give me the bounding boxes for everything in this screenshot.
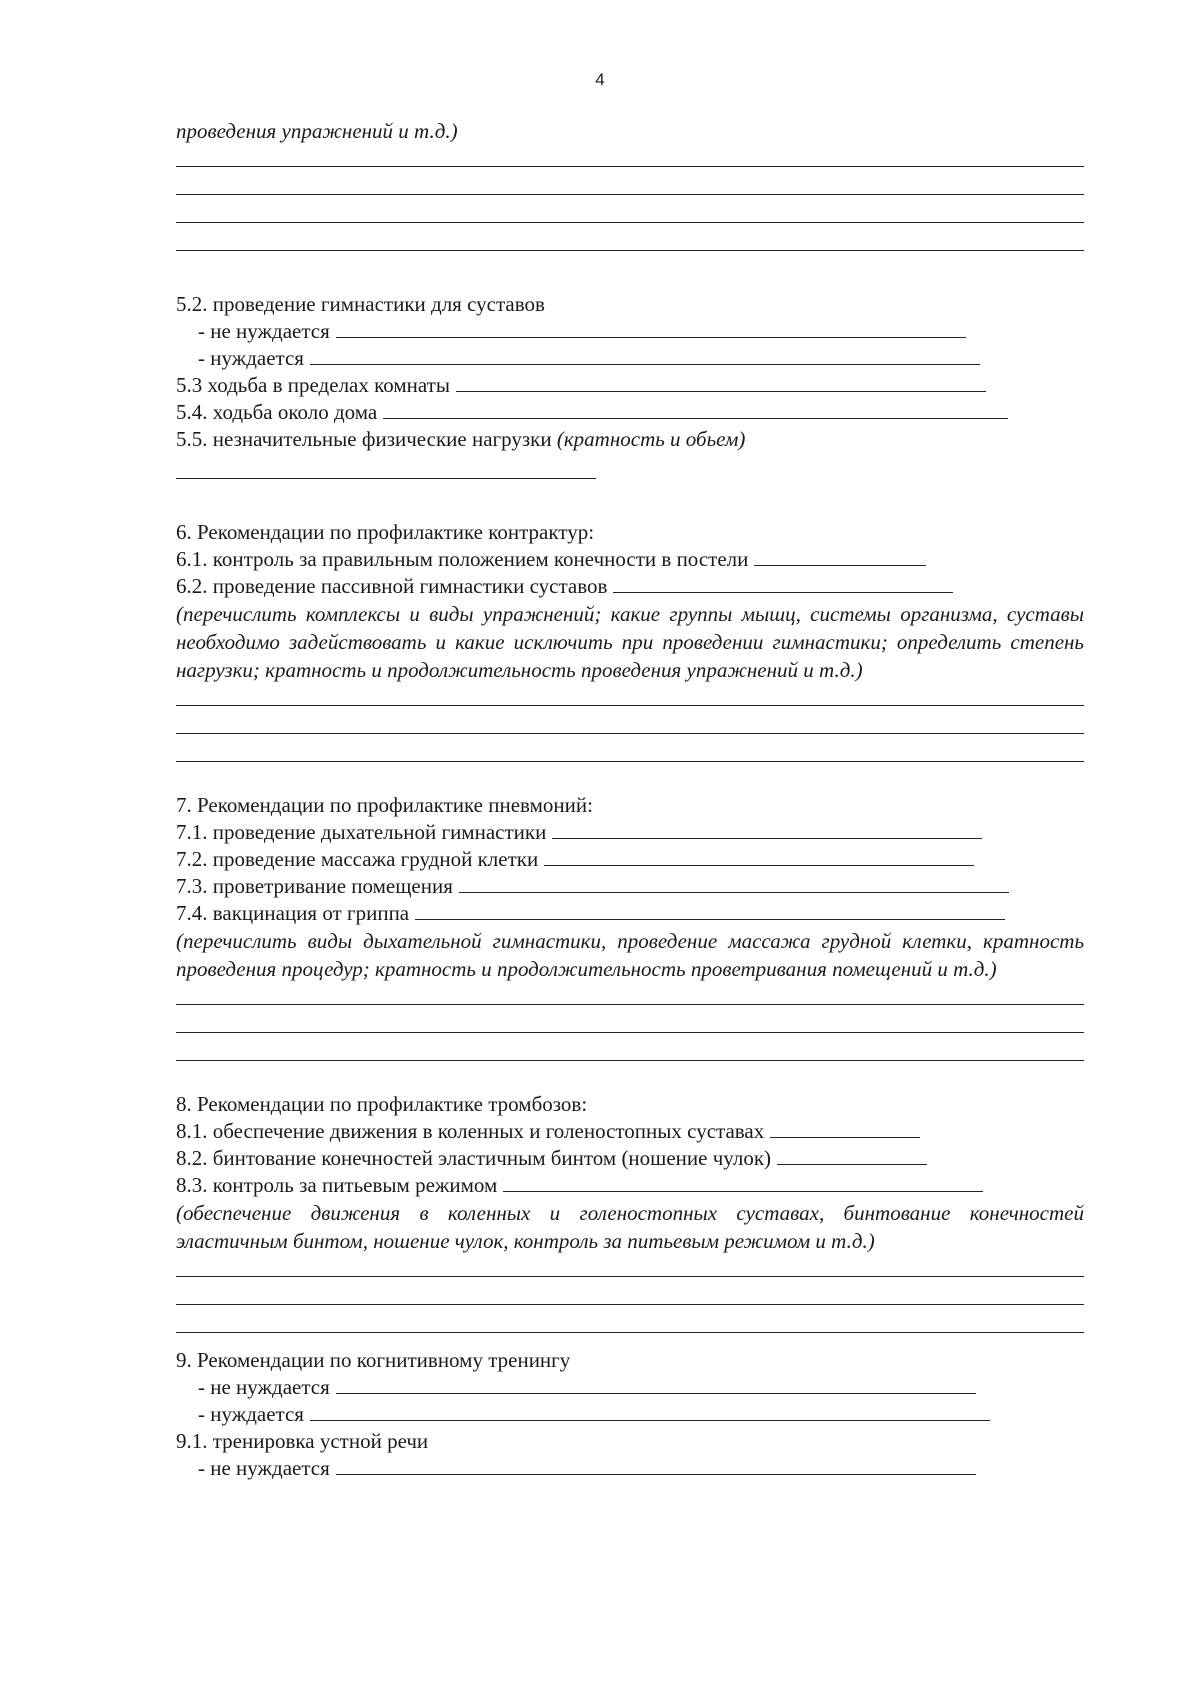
item-9-needed: - нуждается (176, 1401, 1084, 1428)
item-7-2: 7.2. проведение массажа грудной клетки (176, 846, 1084, 873)
section-9-title: 9. Рекомендации по когнитивному тренингу (176, 1348, 571, 1372)
answer-field[interactable] (544, 847, 974, 866)
section-8-note: (обеспечение движения в коленных и голеностопных суставах, бинтование конечностей эластичным бинтом, ношение чулок, контроль за питьевым режимом и т.д.) (176, 1201, 1084, 1253)
answer-field[interactable] (336, 1456, 976, 1475)
answer-field[interactable] (383, 400, 1008, 419)
answer-line[interactable] (176, 193, 1084, 195)
answer-field[interactable] (336, 1375, 976, 1394)
intro-text: проведения упражнений и т.д.) (176, 119, 458, 143)
item-5-2-needed: - нуждается (176, 345, 1084, 372)
answer-field[interactable] (456, 373, 986, 392)
answer-field[interactable] (310, 1402, 990, 1421)
form-content (176, 118, 1084, 1482)
answer-line[interactable] (176, 704, 1084, 706)
section-8-title: 8. Рекомендации по профилактике тромбозов: (176, 1092, 588, 1116)
item-8-2: 8.2. бинтование конечностей эластичным бинтом (ношение чулок) (176, 1145, 1084, 1172)
item-9-1: 9.1. тренировка устной речи (176, 1429, 429, 1453)
answer-line[interactable] (176, 1003, 1084, 1005)
answer-field[interactable] (770, 1119, 920, 1138)
item-8-1: 8.1. обеспечение движения в коленных и голеностопных суставах (176, 1118, 1084, 1145)
answer-field[interactable] (336, 319, 966, 338)
item-5-3: 5.3 ходьба в пределах комнаты (176, 372, 1084, 399)
answer-field[interactable] (613, 574, 953, 593)
section-6-title: 6. Рекомендации по профилактике контрактур: (176, 520, 595, 544)
answer-field[interactable] (754, 547, 926, 566)
answer-field[interactable] (777, 1146, 927, 1165)
item-9-not-needed: - не нуждается (176, 1374, 1084, 1401)
section-6-note: (перечислить комплексы и виды упражнений; какие группы мышц, системы организма, суставы необходимо задействовать и какие исключить при проведении гимнастики; определить степень нагрузки; кратность и продолжительность проведения упражнений и т.д.) (176, 602, 1084, 682)
answer-field[interactable] (310, 346, 980, 365)
item-7-4: 7.4. вакцинация от гриппа (176, 900, 1084, 927)
answer-line[interactable] (176, 1303, 1084, 1305)
item-5-2: 5.2. проведение гимнастики для суставов (176, 292, 545, 316)
item-6-1: 6.1. контроль за правильным положением конечности в постели (176, 546, 1084, 573)
answer-field[interactable] (552, 820, 982, 839)
item-6-2: 6.2. проведение пассивной гимнастики суставов (176, 573, 1084, 600)
section-7-title: 7. Рекомендации по профилактике пневмоний: (176, 793, 593, 817)
answer-line[interactable] (176, 221, 1084, 223)
page-number: 4 (595, 70, 605, 89)
item-7-3: 7.3. проветривание помещения (176, 873, 1084, 900)
answer-line[interactable] (176, 1031, 1084, 1033)
answer-field[interactable] (415, 901, 1005, 920)
answer-field[interactable] (503, 1173, 983, 1192)
item-5-4: 5.4. ходьба около дома (176, 399, 1084, 426)
item-7-1: 7.1. проведение дыхательной гимнастики (176, 819, 1084, 846)
item-5-5: 5.5. незначительные физические нагрузки (кратность и обьем) (176, 427, 746, 451)
answer-field[interactable] (459, 874, 1009, 893)
item-8-3: 8.3. контроль за питьевым режимом (176, 1172, 1084, 1199)
item-9-1-not-needed: - не нуждается (176, 1455, 1084, 1482)
section-7-note: (перечислить виды дыхательной гимнастики, проведение массажа грудной клетки, кратность проведения процедур; кратность и продолжительность проветривания помещений и т.д.) (176, 929, 1084, 981)
answer-line[interactable] (176, 1275, 1084, 1277)
item-5-2-not-needed: - не нуждается (176, 318, 1084, 345)
answer-line[interactable] (176, 165, 1084, 167)
answer-line[interactable] (176, 732, 1084, 734)
